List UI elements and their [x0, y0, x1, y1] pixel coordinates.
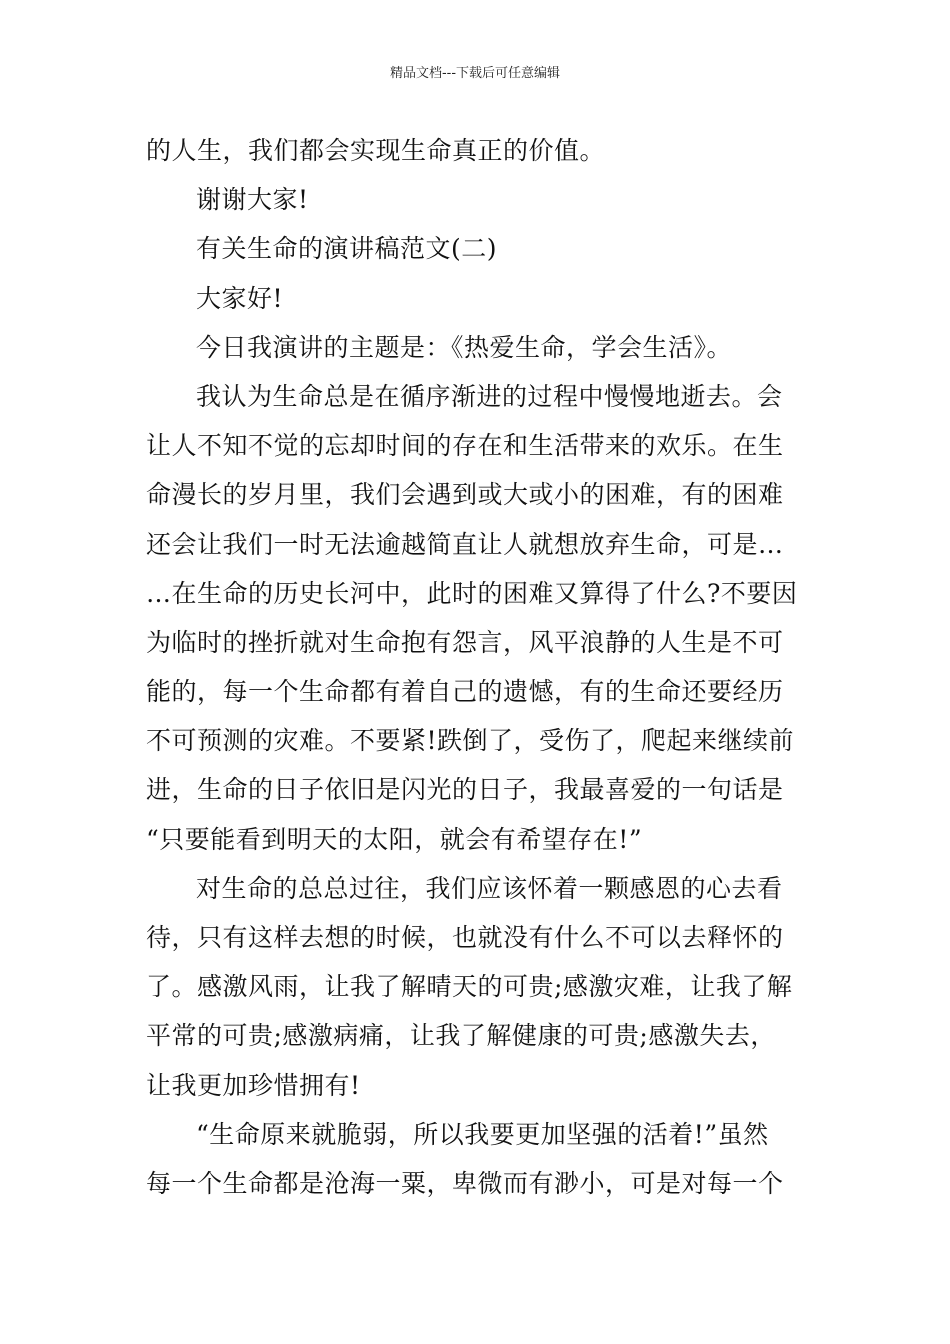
text-line: 为临时的挫折就对生命抱有怨言，风平浪静的人生是不可 [146, 627, 784, 657]
text-line: “生命原来就脆弱，所以我要更加坚强的活着!”虽然 [196, 1119, 769, 1149]
section-title: 有关生命的演讲稿范文(二) [196, 234, 498, 264]
text-line: 待，只有这样去想的时候，也就没有什么不可以去释怀的 [146, 923, 784, 952]
text-line: 让我更加珍惜拥有! [146, 1070, 361, 1100]
text-line: 进，生命的日子依旧是闪光的日子，我最喜爱的一句话是 [146, 775, 784, 805]
text-line: 今日我演讲的主题是：《热爱生命，学会生活》。 [196, 332, 733, 362]
text-line: 大家好! [196, 283, 284, 313]
text-line: 让人不知不觉的忘却时间的存在和生活带来的欢乐。在生 [146, 431, 784, 461]
text-line: 的人生，我们都会实现生命真正的价值。 [146, 136, 606, 165]
text-line: 还会让我们一时无法逾越简直让人就想放弃生命，可是… [146, 529, 784, 559]
text-line: 平常的可贵;感激病痛，让我了解健康的可贵;感激失去， [146, 1021, 776, 1051]
page-header: 精品文档---下载后可任意编辑 [389, 66, 561, 81]
text-line: “只要能看到明天的太阳，就会有希望存在!” [146, 824, 643, 854]
text-line: 每一个生命都是沧海一粟，卑微而有渺小，可是对每一个 [146, 1168, 784, 1198]
text-line: 能的，每一个生命都有着自己的遗憾，有的生命还要经历 [146, 677, 784, 707]
text-line: 对生命的总总过往，我们应该怀着一颗感恩的心去看 [196, 873, 783, 903]
text-line: 了。感激风雨，让我了解晴天的可贵;感激灾难，让我了解 [146, 972, 793, 1002]
document-body [146, 126, 816, 1208]
text-line: 谢谢大家! [196, 185, 309, 215]
text-line: 我认为生命总是在循序渐进的过程中慢慢地逝去。会 [196, 381, 783, 411]
text-line: 命漫长的岁月里，我们会遇到或大或小的困难，有的困难 [146, 480, 784, 510]
text-line: 不可预测的灾难。不要紧!跌倒了，受伤了，爬起来继续前 [146, 726, 795, 756]
text-line: …在生命的历史长河中，此时的困难又算得了什么?不要因 [146, 578, 798, 608]
